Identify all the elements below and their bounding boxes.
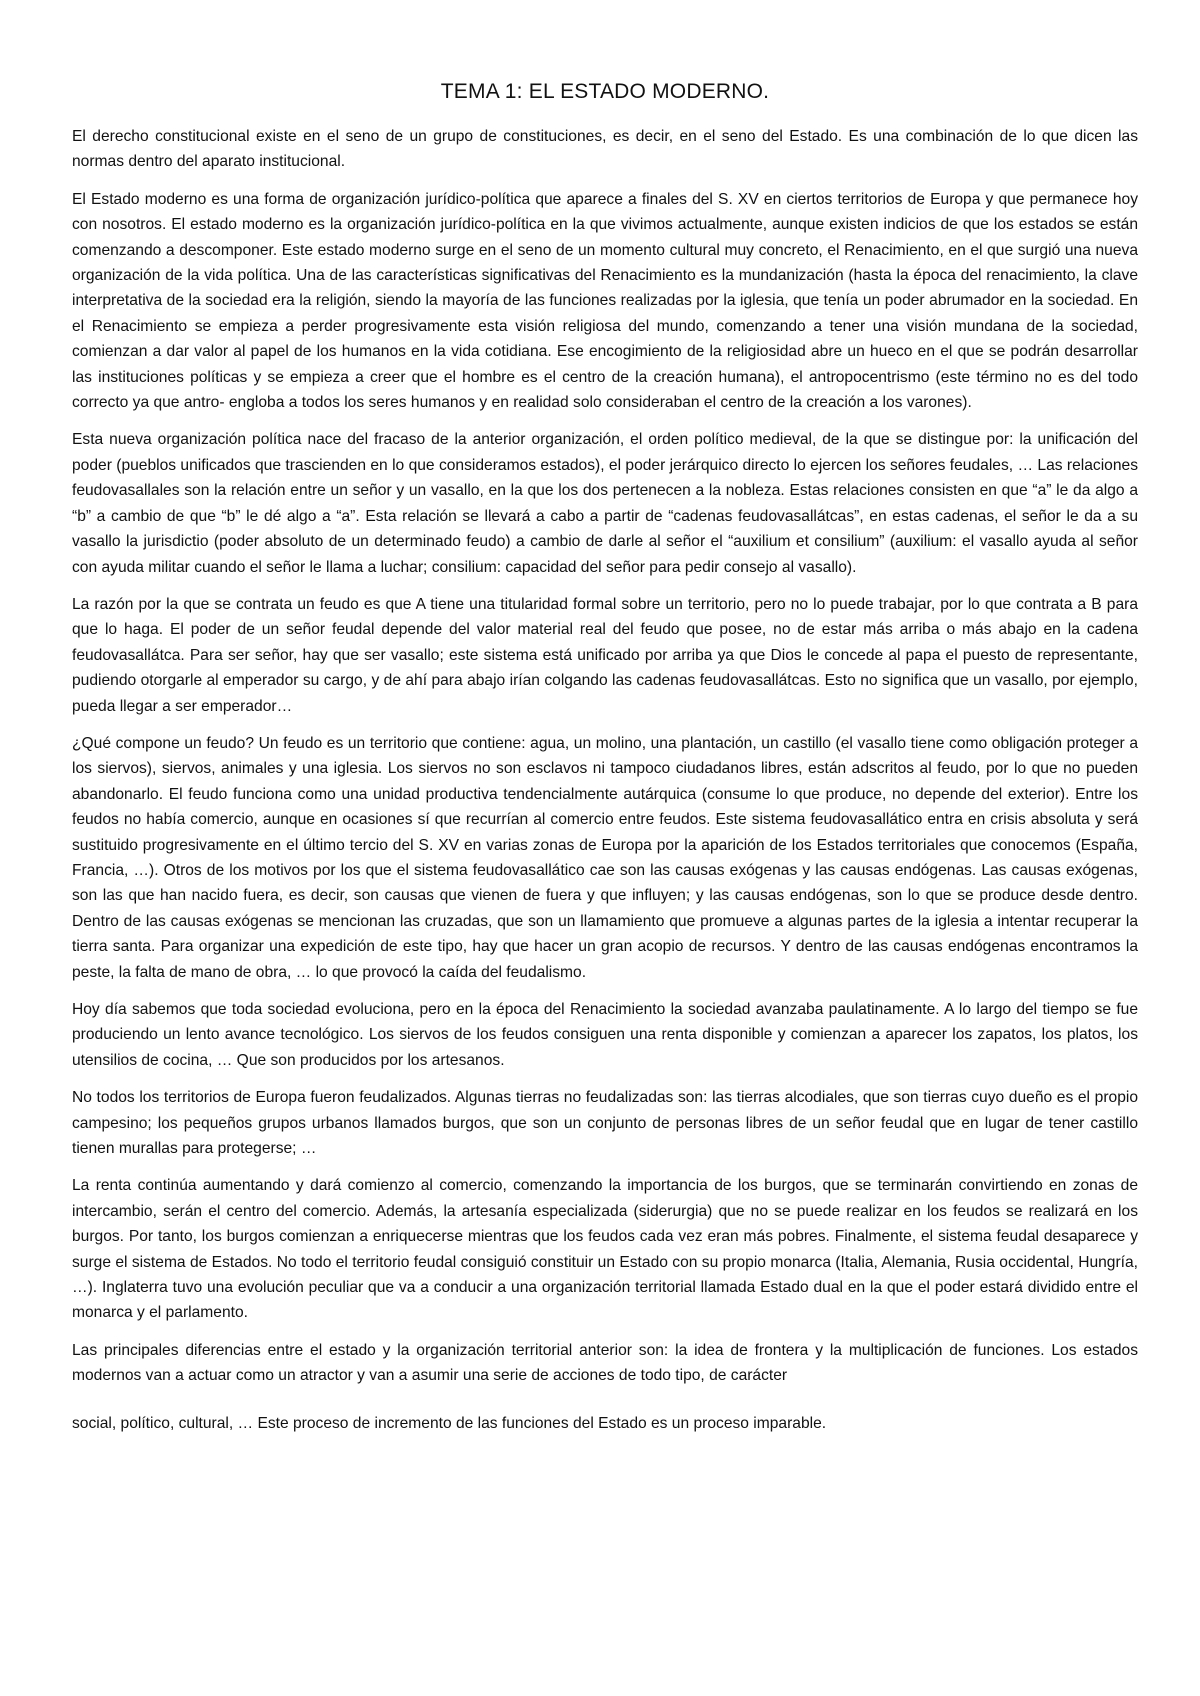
paragraph-7: No todos los territorios de Europa fueron feudalizados. Algunas tierras no feudalizadas son: las tierras alcodiales, que son tierras cuyo dueño es el propio campesino; los pequeños grupos urbanos llamados burgos, que son un conjunto de personas libres de un señor feudal que en lugar de tener castillo tienen murallas para protegerse; … bbox=[72, 1089, 1138, 1158]
paragraph-2: El Estado moderno es una forma de organización jurídico-política que aparece a finales del S. XV en ciertos territorios de Europa y que permanece hoy con nosotros. El estado moderno es la organización jurídico-política en la que vivimos actualmente, aunque existen indicios de que los estados se están comenzando a descomponer. Este estado moderno surge en el seno de un momento cultural muy concreto, el Renacimiento, en el que surgió una nueva organización de la vida política. Una de las características significativas del Renacimiento es la mundanización (hasta la época del renacimiento, la clave interpretativa de la sociedad era la religión, siendo la mayoría de las funciones realizadas por la iglesia, que tenía un poder abrumador en la sociedad. En el Renacimiento se empieza a perder progresivamente esta visión religiosa del mundo, comenzando a tener una visión mundana de la sociedad, comienzan a dar valor al papel de los humanos en la vida cotidiana. Ese encogimiento de la religiosidad abre un hueco en el que se podrán desarrollar las instituciones políticas y se empieza a creer que el hombre es el centro de la creación humana), el antropocentrismo (este término no es del todo correcto ya que antro- engloba a todos los seres humanos y en realidad solo consideraban el centro de la creación a los varones). bbox=[72, 190, 1138, 412]
paragraph-9: Las principales diferencias entre el estado y la organización territorial anterior son: la idea de frontera y la multiplicación de funciones. Los estados modernos van a actuar como un atractor y van a asumir una serie de acciones de todo tipo, de carácter bbox=[72, 1341, 1138, 1385]
document-page bbox=[72, 72, 1138, 1448]
paragraph-6: Hoy día sabemos que toda sociedad evoluciona, pero en la época del Renacimiento la sociedad avanzaba paulatinamente. A lo largo del tiempo se fue produciendo un lento avance tecnológico. Los siervos de los feudos consiguen una renta disponible y comienzan a aparecer los zapatos, los platos, los utensilios de cocina, … Que son producidos por los artesanos. bbox=[72, 1001, 1138, 1069]
paragraph-4: La razón por la que se contrata un feudo es que A tiene una titularidad formal sobre un territorio, pero no lo puede trabajar, por lo que contrata a B para que lo haga. El poder de un señor feudal depende del valor material real del feudo que posee, no de estar más arriba o más abajo en la cadena feudovasallátca. Para ser señor, hay que ser vasallo; este sistema está unificado por arriba ya que Dios le concede al papa el puesto de representante, pudiendo otorgarle al emperador su cargo, y de ahí para abajo irían colgando las cadenas feudovasallátcas. Esto no significa que un vasallo, por ejemplo, pueda llegar a ser emperador… bbox=[72, 595, 1138, 715]
page-title: TEMA 1: EL ESTADO MODERNO. bbox=[440, 80, 770, 103]
paragraph-1: El derecho constitucional existe en el seno de un grupo de constituciones, es decir, en el seno del Estado. Es una combinación de lo que dicen las normas dentro del aparato institucional. bbox=[72, 128, 1138, 171]
paragraph-5: ¿Qué compone un feudo? Un feudo es un territorio que contiene: agua, un molino, una plantación, un castillo (el vasallo tiene como obligación proteger a los siervos), siervos, animales y una iglesia. Los siervos no son esclavos ni tampoco ciudadanos libres, están adscritos al feudo, por lo que no pueden abandonarlo. El feudo funciona como una unidad productiva tendencialmente autárquica (consume lo que produce, no depende del exterior). Entre los feudos no había comercio, aunque en ocasiones sí que recurrían al comercio entre feudos. Este sistema feudovasallático entra en crisis absoluta y será sustituido progresivamente en el último tercio del S. XV en varias zonas de Europa por la aparición de los Estados territoriales que conocemos (España, Francia, …). Otros de los motivos por los que el sistema feudovasallático cae son las causas exógenas y las causas endógenas. Las causas exógenas, son las que han nacido fuera, es decir, son causas que vienen de fuera y que influyen; y las causas endógenas, son lo que se produce desde dentro. Dentro de las causas exógenas se mencionan las cruzadas, que son un llamamiento que promueve a algunas partes de la iglesia a intentar recuperar la tierra santa. Para organizar una expedición de este tipo, hay que hacer un gran acopio de recursos. Y dentro de las causas endógenas encontramos la peste, la falta de mano de obra, … lo que provocó la caída del feudalismo. bbox=[72, 734, 1138, 981]
paragraph-8: La renta continúa aumentando y dará comienzo al comercio, comenzando la importancia de los burgos, que se terminarán convirtiendo en zonas de intercambio, serán el centro del comercio. Además, la artesanía especializada (siderurgia) que no se puede realizar en los feudos se realizará en los burgos. Por tanto, los burgos comienzan a enriquecerse mientras que los feudos cada vez eran más pobres. Finalmente, el sistema feudal desaparece y surge el sistema de Estados. No todo el territorio feudal consiguió constituir un Estado con su propio monarca (Italia, Alemania, Rusia occidental, Hungría, …). Inglaterra tuvo una evolución peculiar que va a conducir a una organización territorial llamada Estado dual en la que el poder estará dividido entre el monarca y el parlamento. bbox=[72, 1177, 1138, 1322]
paragraph-3: Esta nueva organización política nace del fracaso de la anterior organización, el orden político medieval, de la que se distingue por: la unificación del poder (pueblos unificados que trascienden en lo que consideramos estados), el poder jerárquico directo lo ejercen los señores feudales, … Las relaciones feudovasallales son la relación entre un señor y un vasallo, en la que los dos pertenecen a la nobleza. Estas relaciones consisten en que “a” le da algo a “b” a cambio de que “b” le dé algo a “a”. Esta relación se llevará a cabo a partir de “cadenas feudovasallátcas”, en estas cadenas, el señor le da a su vasallo la jurisdictio (poder absoluto de un determinado feudo) a cambio de darle al señor el “auxilium et consilium” (auxilium: el vasallo ayuda al señor con ayuda militar cuando el señor le llama a luchar; consilium: capacidad del señor para pedir consejo al vasallo). bbox=[72, 431, 1138, 576]
paragraph-10: social, político, cultural, … Este proceso de incremento de las funciones del Estado es un proceso imparable. bbox=[72, 1414, 827, 1432]
